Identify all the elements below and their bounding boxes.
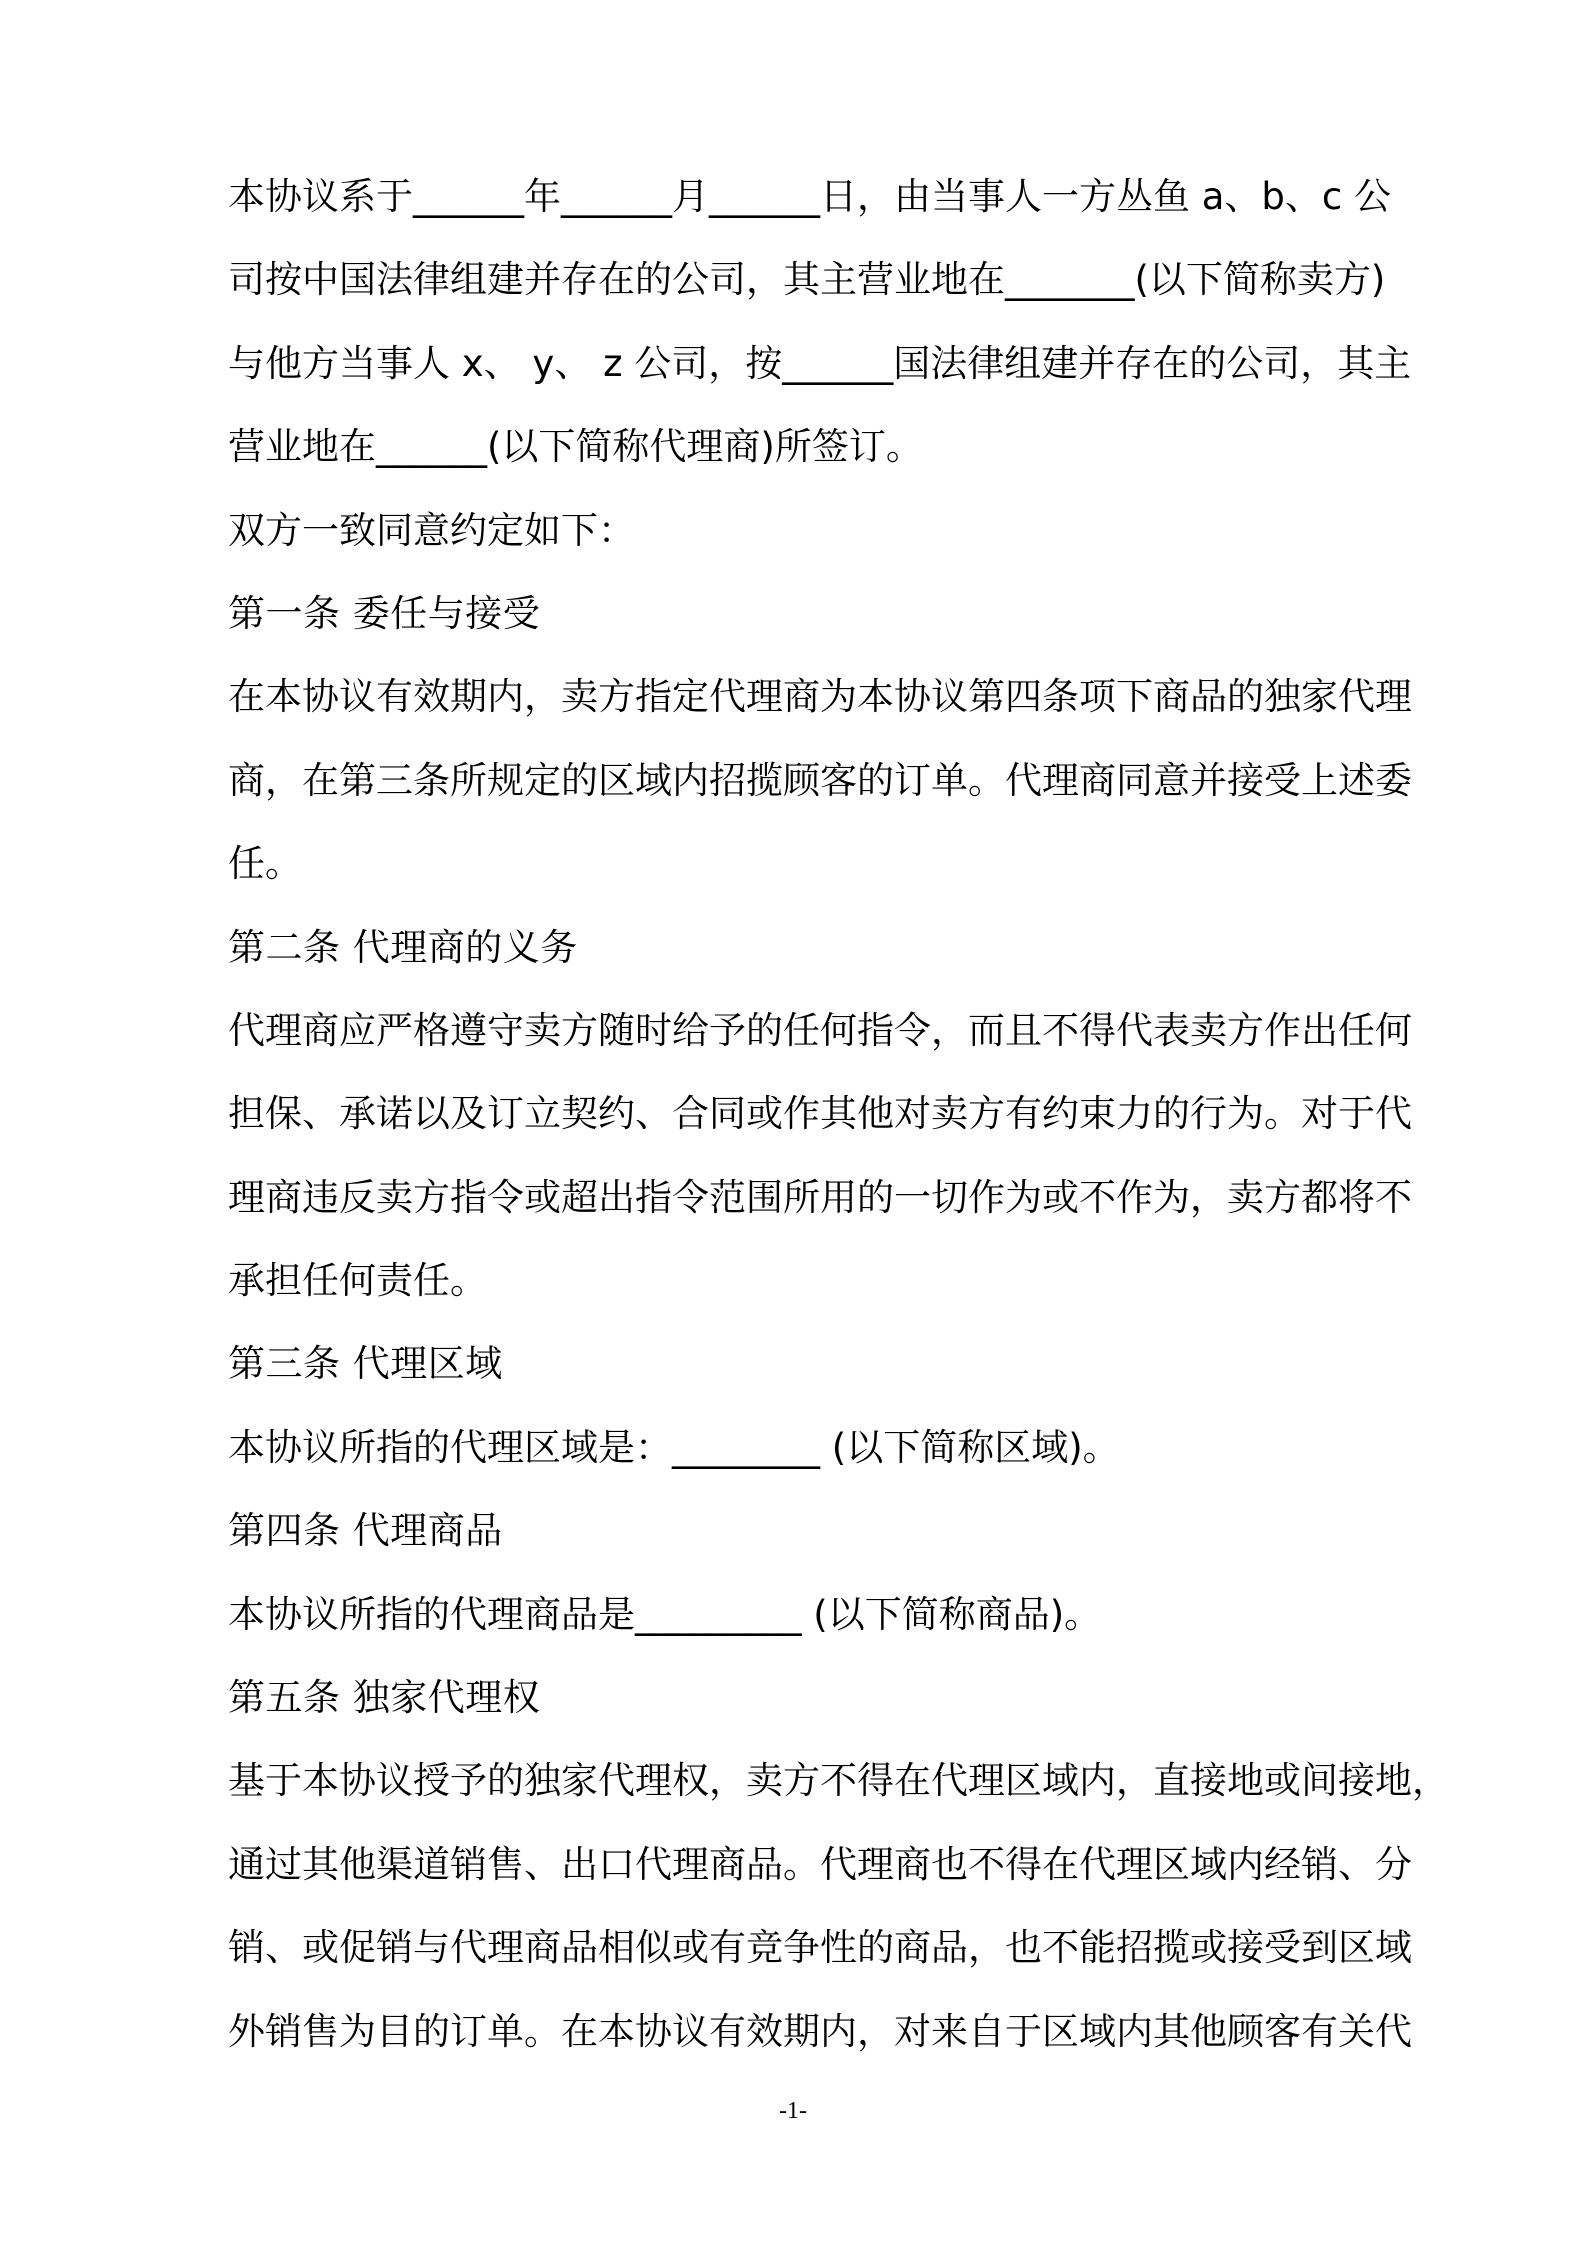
article-heading: 第三条 代理区域 (228, 1342, 503, 1386)
paragraph-line: 代理商应严格遵守卖方随时给予的任何指令，而且不得代表卖方作出任何 (228, 1008, 1412, 1052)
paragraph-line: 与他方当事人 x、 y、 z 公司，按______国法律组建并存在的公司，其主 (228, 341, 1412, 385)
paragraph-line: 司按中国法律组建并存在的公司，其主营业地在_______(以下简称卖方) (228, 258, 1386, 302)
paragraph-line: 理商违反卖方指令或超出指令范围所用的一切作为或不作为，卖方都将不 (228, 1175, 1412, 1219)
paragraph-line: 本协议系于______年______月______日，由当事人一方丛鱼 a、b、c 公 (228, 175, 1392, 218)
document-body (228, 155, 1448, 2073)
page-number: -1- (779, 2098, 807, 2124)
article-heading: 第一条 委任与接受 (228, 591, 541, 635)
paragraph-line: 承担任何责任。 (228, 1259, 487, 1303)
paragraph-line: 基于本协议授予的独家代理权，卖方不得在代理区域内，直接地或间接地， (228, 1759, 1449, 1803)
article-heading: 第二条 代理商的义务 (228, 925, 578, 969)
paragraph-line: 双方一致同意约定如下： (228, 508, 635, 552)
paragraph-line: 通过其他渠道销售、出口代理商品。代理商也不得在代理区域内经销、分 (228, 1842, 1412, 1886)
paragraph-line: 外销售为目的订单。在本协议有效期内，对来自于区域内其他顾客有关代 (228, 2009, 1412, 2053)
article-heading: 第五条 独家代理权 (228, 1676, 541, 1720)
paragraph-line: 本协议所指的代理商品是_________ (以下简称商品)。 (228, 1592, 1102, 1636)
paragraph-line: 本协议所指的代理区域是：________ (以下简称区域)。 (228, 1425, 1120, 1469)
paragraph-line: 任。 (228, 842, 302, 886)
paragraph-line: 商，在第三条所规定的区域内招揽顾客的订单。代理商同意并接受上述委 (228, 758, 1412, 802)
article-heading: 第四条 代理商品 (228, 1509, 503, 1553)
paragraph-line: 销、或促销与代理商品相似或有竞争性的商品，也不能招揽或接受到区域 (228, 1926, 1412, 1970)
paragraph-line: 在本协议有效期内，卖方指定代理商为本协议第四条项下商品的独家代理 (228, 675, 1412, 719)
paragraph-line: 营业地在______(以下简称代理商)所签订。 (228, 425, 923, 469)
paragraph-line: 担保、承诺以及订立契约、合同或作其他对卖方有约束力的行为。对于代 (228, 1092, 1412, 1136)
